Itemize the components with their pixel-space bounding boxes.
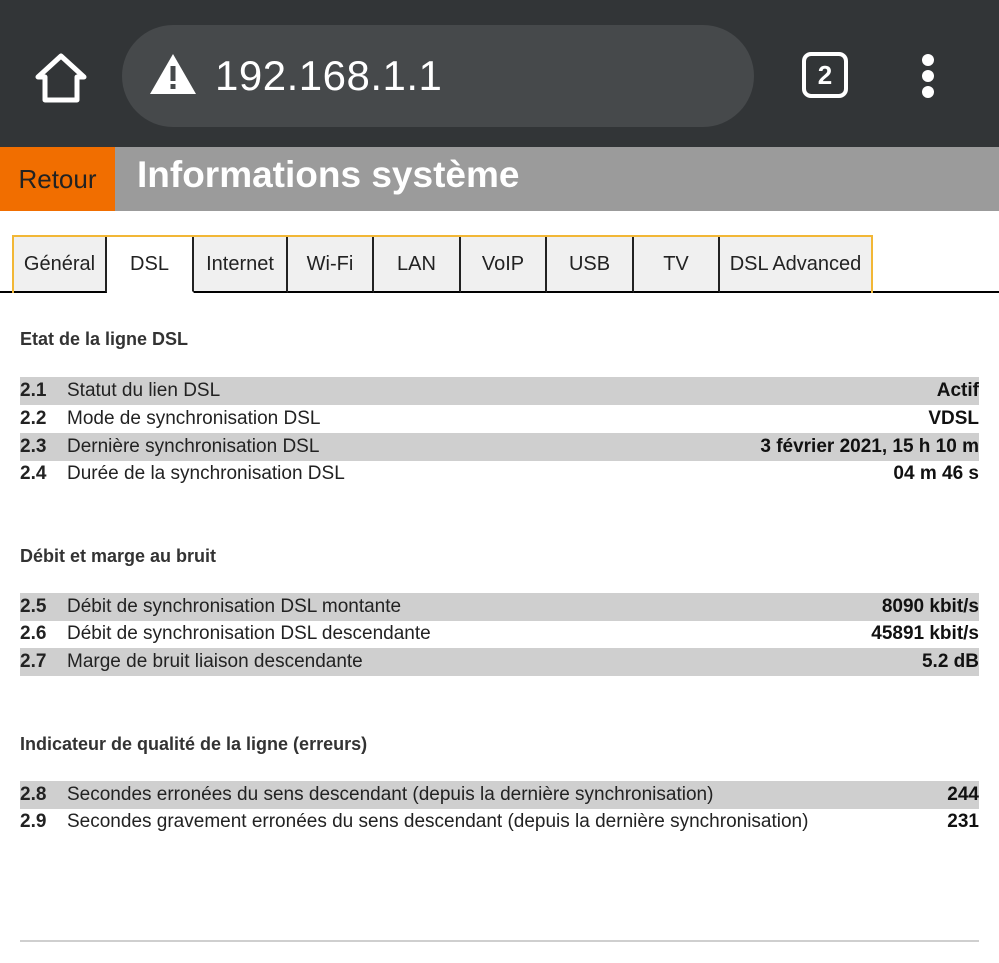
table-row	[20, 377, 979, 405]
tab-switcher-button[interactable]: 2	[802, 52, 848, 98]
row-number: 2.2	[20, 408, 47, 429]
tab-wifi[interactable]: Wi-Fi	[288, 237, 374, 293]
tab-lan[interactable]: LAN	[374, 237, 461, 293]
section-title-line-status: Etat de la ligne DSL	[20, 329, 189, 349]
row-number: 2.1	[20, 380, 47, 401]
row-label: Dernière synchronisation DSL	[67, 436, 320, 457]
row-label: Secondes erronées du sens descendant (depuis la dernière synchronisation)	[67, 784, 714, 805]
row-value: VDSL	[928, 408, 979, 429]
row-number: 2.6	[20, 623, 47, 644]
home-icon[interactable]	[32, 50, 90, 106]
browser-toolbar	[0, 0, 999, 147]
tab-usb[interactable]: USB	[547, 237, 634, 293]
row-label: Secondes gravement erronées du sens descendant (depuis la dernière synchronisation)	[67, 811, 809, 832]
row-label: Statut du lien DSL	[67, 380, 221, 401]
tab-bar	[12, 235, 873, 293]
table-row	[20, 460, 979, 488]
row-value: 8090 kbit/s	[881, 596, 979, 617]
tab-voip[interactable]: VoIP	[461, 237, 547, 293]
table-row	[20, 808, 979, 836]
row-label: Marge de bruit liaison descendante	[67, 651, 363, 672]
row-value: 244	[947, 784, 979, 805]
back-button[interactable]: Retour	[0, 147, 115, 211]
page-title: Informations système	[137, 154, 520, 195]
row-label: Débit de synchronisation DSL montante	[67, 596, 402, 617]
tab-general[interactable]: Général	[14, 237, 107, 293]
row-label: Mode de synchronisation DSL	[67, 408, 321, 429]
row-value: 04 m 46 s	[893, 463, 979, 484]
row-number: 2.8	[20, 784, 47, 805]
row-number: 2.4	[20, 463, 47, 484]
row-number: 2.3	[20, 436, 47, 457]
table-row	[20, 405, 979, 433]
section-title-line-quality: Indicateur de qualité de la ligne (erreurs)	[20, 734, 368, 754]
row-label: Débit de synchronisation DSL descendante	[67, 623, 431, 644]
table-row	[20, 648, 979, 676]
more-vertical-icon[interactable]	[918, 54, 938, 98]
row-number: 2.9	[20, 811, 47, 832]
tab-dsl[interactable]: DSL	[107, 237, 194, 293]
row-number: 2.5	[20, 596, 47, 617]
table-row	[20, 620, 979, 648]
row-value: 45891 kbit/s	[871, 623, 979, 644]
warning-icon[interactable]	[148, 52, 198, 96]
tab-internet[interactable]: Internet	[194, 237, 288, 293]
row-value: Actif	[936, 380, 979, 401]
row-number: 2.7	[20, 651, 47, 672]
row-value: 3 février 2021, 15 h 10 m	[760, 436, 979, 457]
url-text[interactable]: 192.168.1.1	[215, 52, 443, 99]
section-title-throughput: Débit et marge au bruit	[20, 546, 217, 566]
row-value: 231	[947, 811, 979, 832]
table-row	[20, 433, 979, 461]
tab-dsl-advanced[interactable]: DSL Advanced	[720, 237, 871, 293]
tab-tv[interactable]: TV	[634, 237, 720, 293]
table-row	[20, 593, 979, 621]
row-label: Durée de la synchronisation DSL	[67, 463, 345, 484]
footer-divider	[20, 940, 979, 942]
table-row	[20, 781, 979, 809]
address-bar[interactable]	[122, 25, 754, 127]
row-value: 5.2 dB	[921, 651, 979, 672]
page-header	[0, 147, 999, 211]
